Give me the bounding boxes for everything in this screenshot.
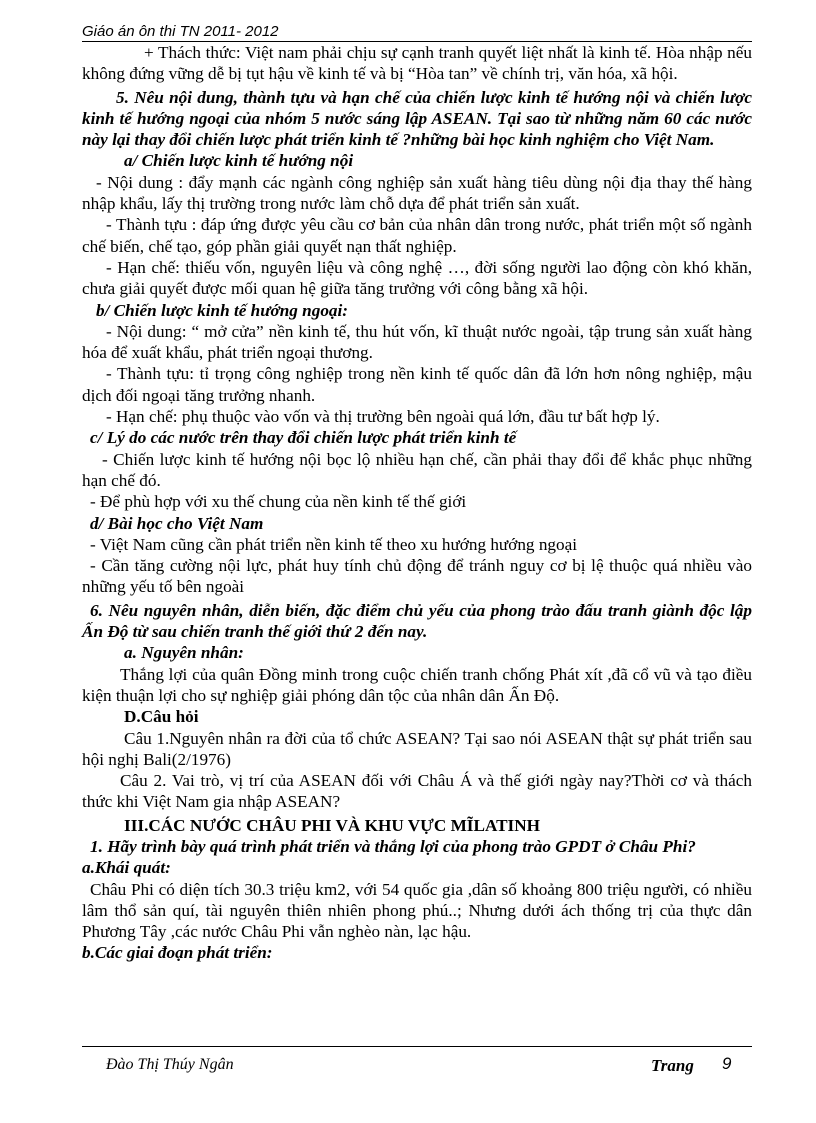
heading-section-3: III.CÁC NƯỚC CHÂU PHI VÀ KHU VỰC MĨLATINH (124, 815, 541, 835)
paragraph-lesson-2: - Cần tăng cường nội lực, phát huy tính chủ động để tránh nguy cơ bị lệ thuộc quá nhiều vào những yếu tố bên ngoài (82, 556, 752, 597)
paragraph-inward-limitation: - Hạn chế: thiếu vốn, nguyên liệu và công nghệ …, đời sống người lao động còn khó khăn, chưa giải quyết được mối quan hệ giữa tăng trưởng với công bằng xã hội. (82, 257, 752, 299)
paragraph-reason-1: - Chiến lược kinh tế hướng nội bọc lộ nhiều hạn chế, cần phải thay đổi để khắc phục những hạn chế đó. (82, 449, 752, 490)
paragraph-outward-content: - Nội dung: “ mở cửa” nền kinh tế, thu hút vốn, kĩ thuật nước ngoài, tập trung sản xuất hàng hóa để xuất khẩu, phát triển ngoại thương. (82, 321, 752, 363)
subheading-stages: b.Các giai đoạn phát triển: (82, 943, 273, 963)
paragraph-reason-2: - Để phù hợp với xu thế chung của nền kinh tế thế giới (90, 492, 467, 512)
page-header: Giáo án ôn thi TN 2011- 2012 (82, 23, 279, 40)
subheading-lessons: d/ Bài học cho Việt Nam (90, 513, 264, 533)
paragraph-question-1: Câu 1.Nguyên nhân ra đời của tổ chức ASEAN? Tại sao nói ASEAN thật sự phát triển sau hội nghị Bali(2/1976) (82, 728, 752, 769)
paragraph-question-2: Câu 2. Vai trò, vị trí của ASEAN đối với Châu Á và thế giới ngày nay?Thời cơ và thách thức khi Việt Nam gia nhập ASEAN? (82, 771, 752, 812)
heading-question-6: 6. Nêu nguyên nhân, diễn biến, đặc điểm chủ yếu của phong trào đấu tranh giành độc lập Ấn Độ từ sau chiến tranh thế giới thứ 2 đến nay. (82, 600, 752, 642)
subheading-reasons: c/ Lý do các nước trên thay đổi chiến lược phát triển kinh tế (90, 428, 517, 448)
paragraph-outward-achievement: - Thành tựu: tỉ trọng công nghiệp trong nền kinh tế quốc dân đã lớn hơn nông nghiệp, mậu dịch đối ngoại tăng trưởng nhanh. (82, 364, 752, 405)
footer-divider (82, 1046, 752, 1047)
heading-question-africa: 1. Hãy trình bày quá trình phát triển và thắng lợi của phong trào GPDT ở Châu Phi? (90, 836, 696, 856)
paragraph-inward-content: - Nội dung : đẩy mạnh các ngành công nghiệp sản xuất hàng tiêu dùng nội địa thay thế hàng nhập khẩu, lấy thị trường trong nước làm chỗ dựa để phát triển sản xuất. (82, 172, 752, 214)
paragraph-lesson-1: - Việt Nam cũng cần phát triển nền kinh tế theo xu hướng hướng ngoại (90, 534, 577, 554)
paragraph-outward-limitation: - Hạn chế: phụ thuộc vào vốn và thị trường bên ngoài quá lớn, đầu tư bất hợp lý. (106, 407, 660, 427)
footer-page-number: 9 (722, 1054, 732, 1073)
paragraph-causes: Thắng lợi của quân Đồng minh trong cuộc chiến tranh chống Phát xít ,đã cổ vũ và tạo điều kiện thuận lợi cho sự nghiệp giải phóng dân tộc của nhân dân Ấn Độ. (82, 664, 752, 705)
heading-question-5: 5. Nêu nội dung, thành tựu và hạn chế của chiến lược kinh tế hướng nội và chiến lược kinh tế hướng ngoại của nhóm 5 nước sáng lập ASEAN. Tại sao từ những năm 60 các nước này lại thay đổi chiến lược phát triển kinh tế ?những bài học kinh nghiệm cho Việt Nam. (82, 87, 752, 150)
paragraph-challenge: + Thách thức: Việt nam phải chịu sự cạnh tranh quyết liệt nhất là kinh tế. Hòa nhập nếu không đứng vững dễ bị tụt hậu về kinh tế và bị “Hòa tan” về chính trị, văn hóa, xã hội. (82, 43, 752, 84)
subheading-outward-strategy: b/ Chiến lược kinh tế hướng ngoại: (96, 300, 349, 320)
subheading-causes: a. Nguyên nhân: (124, 643, 244, 663)
paragraph-inward-achievement: - Thành tựu : đáp ứng được yêu cầu cơ bản của nhân dân trong nước, phát triển một số ngành chế biến, chế tạo, góp phần giải quyết nạn thất nghiệp. (82, 215, 752, 256)
subheading-overview: a.Khái quát: (82, 858, 171, 878)
footer-page-label: Trang (651, 1056, 694, 1075)
footer-author: Đào Thị Thúy Ngân (106, 1056, 234, 1073)
subheading-inward-strategy: a/ Chiến lược kinh tế hướng nội (124, 151, 354, 171)
document-body (82, 42, 752, 964)
heading-questions: D.Câu hỏi (124, 707, 199, 727)
paragraph-africa-overview: Châu Phi có diện tích 30.3 triệu km2, với 54 quốc gia ,dân số khoảng 800 triệu người, có nhiều lâm thổ sản quí, tài nguyên thiên nhiên phong phú..; Nhưng dưới ách thống trị của thực dân Phương Tây ,các nước Châu Phi vẫn nghèo nàn, lạc hậu. (82, 879, 752, 942)
